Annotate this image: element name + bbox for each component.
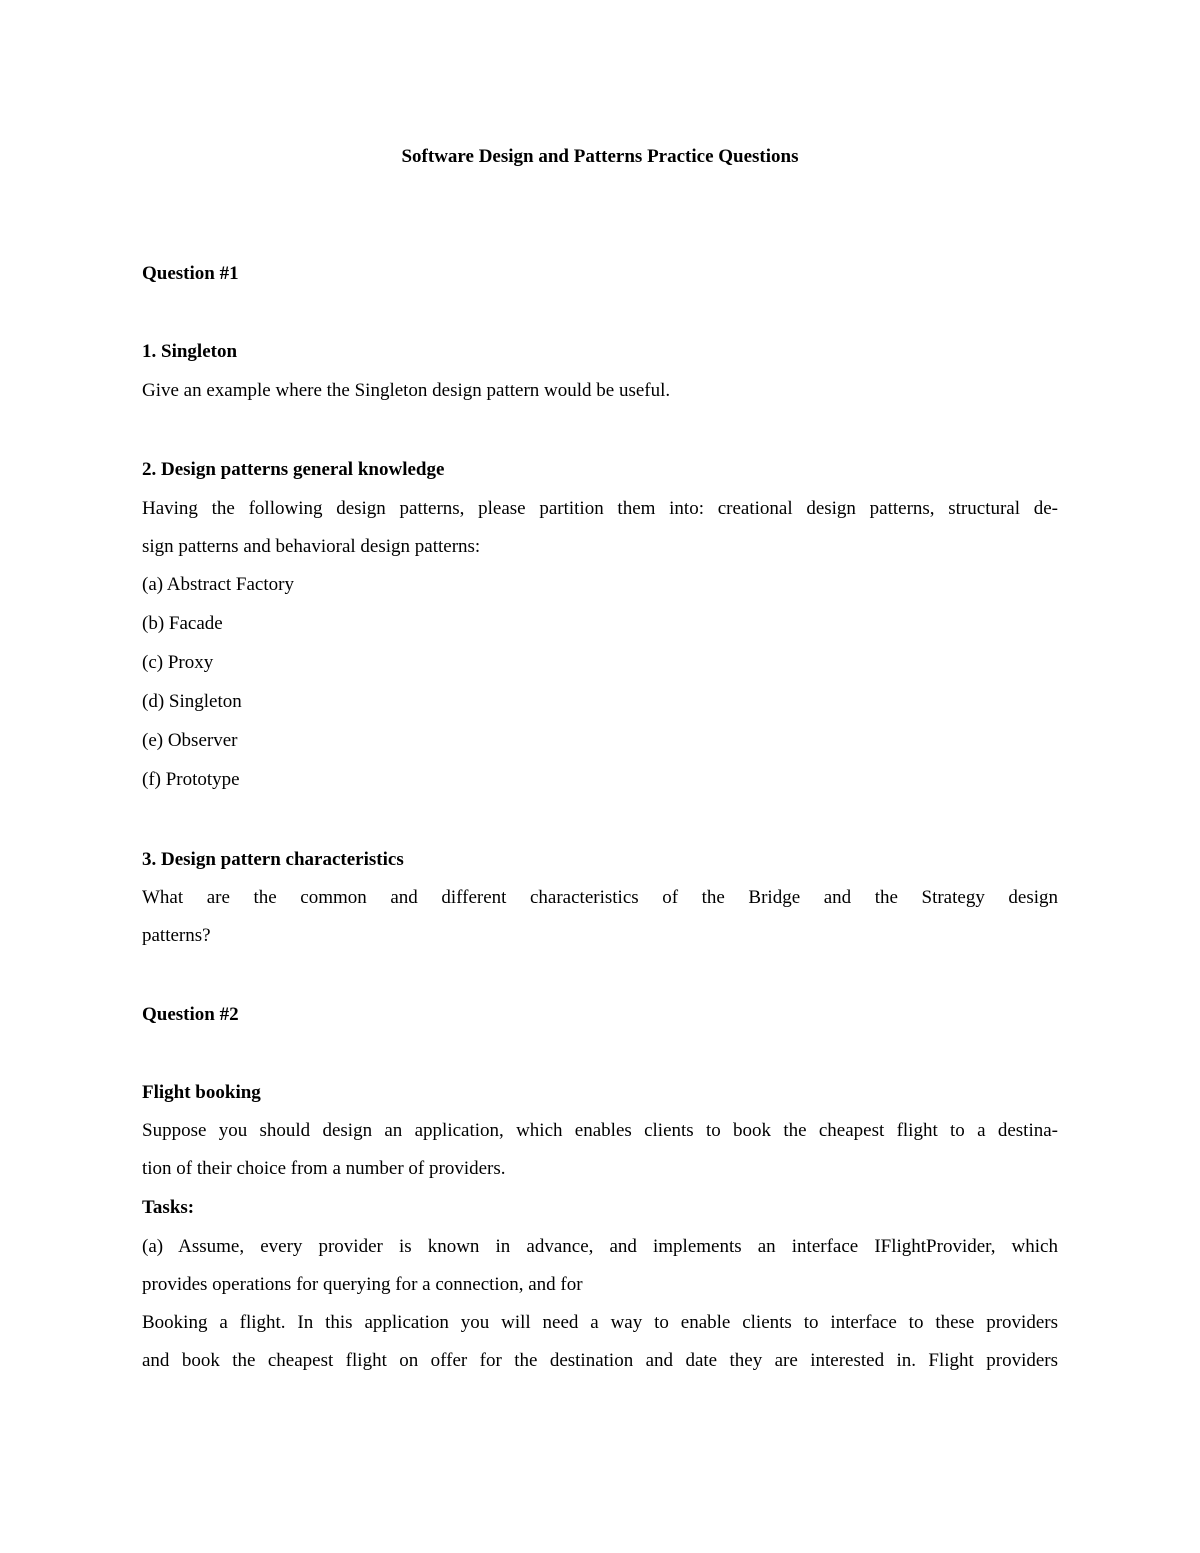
item-3-heading: 3. Design pattern characteristics — [142, 849, 404, 870]
item-3-text-line-2: patterns? — [142, 925, 211, 946]
tasks-label: Tasks: — [142, 1197, 195, 1218]
pattern-option: (a) Abstract Factory — [142, 574, 294, 595]
item-1-heading: 1. Singleton — [142, 341, 238, 362]
item-2-text-line-1: Having the following design patterns, please partition them into: creational design patterns, structural de- — [142, 498, 1058, 519]
pattern-option: (b) Facade — [142, 613, 223, 634]
item-3-text-line-1: What are the common and different characteristics of the Bridge and the Strategy design — [142, 887, 1058, 908]
intro-line-2: tion of their choice from a number of providers. — [142, 1158, 506, 1179]
intro-line-1: Suppose you should design an application, which enables clients to book the cheapest flight to a destina- — [142, 1120, 1058, 1141]
task-a-line-4: and book the cheapest flight on offer for the destination and date they are interested in. Flight providers — [142, 1350, 1058, 1371]
pattern-option: (c) Proxy — [142, 652, 214, 673]
pattern-option: (e) Observer — [142, 730, 238, 751]
question-1-heading: Question #1 — [142, 263, 239, 284]
item-2-heading: 2. Design patterns general knowledge — [142, 459, 445, 480]
item-2-text-line-2: sign patterns and behavioral design patterns: — [142, 536, 481, 557]
pattern-option: (d) Singleton — [142, 691, 242, 712]
task-a-line-3: Booking a flight. In this application you will need a way to enable clients to interface to these providers — [142, 1312, 1058, 1333]
task-a-line-2: provides operations for querying for a connection, and for — [142, 1274, 583, 1295]
document-title: Software Design and Patterns Practice Questions — [401, 146, 799, 167]
question-2-heading: Question #2 — [142, 1004, 239, 1025]
flight-booking-heading: Flight booking — [142, 1082, 261, 1103]
task-a-line-1: (a) Assume, every provider is known in advance, and implements an interface IFlightProvider, which — [142, 1236, 1058, 1257]
pattern-option: (f) Prototype — [142, 769, 240, 790]
item-1-text: Give an example where the Singleton design pattern would be useful. — [142, 380, 671, 401]
